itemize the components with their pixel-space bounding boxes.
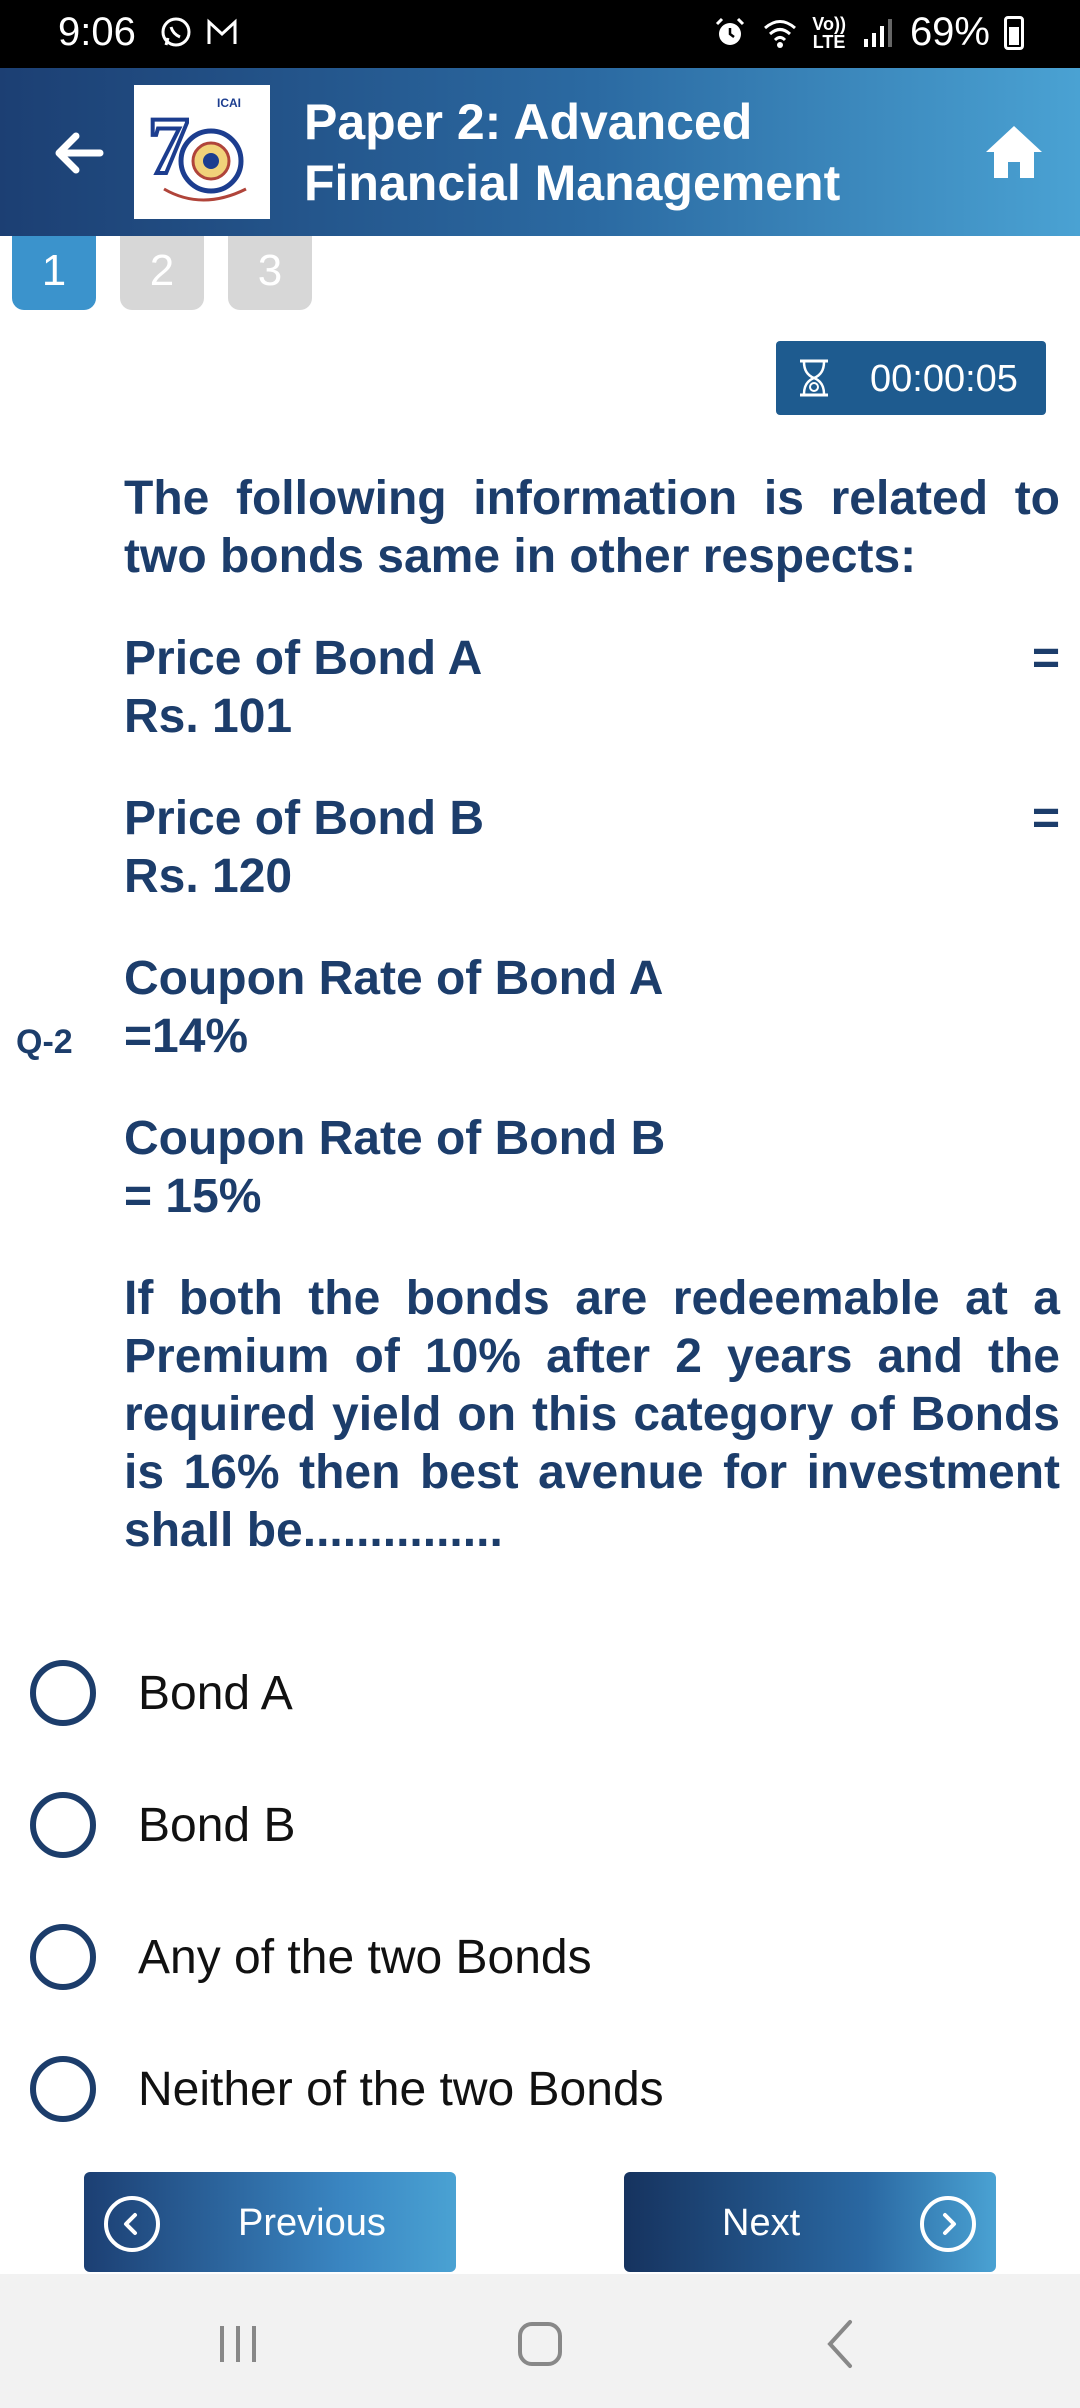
back-nav-icon[interactable] <box>812 2314 872 2374</box>
hourglass-icon <box>794 358 834 398</box>
chevron-left-circle-icon <box>104 2196 160 2252</box>
alarm-icon <box>712 15 748 51</box>
price-bond-a-value: Rs. 101 <box>124 690 293 743</box>
chevron-right-circle-icon <box>920 2196 976 2252</box>
icai-75-logo-icon <box>134 85 270 219</box>
option-bond-a[interactable] <box>30 1648 1030 1738</box>
question-intro: The following information is related to two bonds same in other respects: <box>124 472 1060 583</box>
price-bond-b-label: Price of Bond B <box>124 792 485 845</box>
volte-icon: Vo)) LTE <box>812 13 846 52</box>
price-bond-b-equals: = <box>1031 792 1060 845</box>
price-bond-a-label: Price of Bond A <box>124 632 483 685</box>
status-bar <box>0 0 1080 68</box>
radio-button[interactable] <box>30 1792 96 1858</box>
radio-button[interactable] <box>30 1924 96 1990</box>
price-bond-a <box>124 630 1060 746</box>
coupon-bond-a <box>124 950 1060 1066</box>
status-time: 9:06 <box>58 10 136 54</box>
icai-logo <box>134 85 270 219</box>
status-left-icons <box>158 14 240 50</box>
page-title <box>304 92 944 214</box>
recent-apps-icon[interactable] <box>208 2314 268 2374</box>
status-right-icons <box>712 10 1024 55</box>
question-tab-3[interactable]: 3 <box>228 236 312 310</box>
question-number: Q-2 <box>16 1023 73 1061</box>
whatsapp-icon <box>158 14 194 50</box>
title-line-2: Financial Management <box>304 155 841 211</box>
battery-percent: 69% <box>909 10 990 54</box>
previous-label: Previous <box>238 2202 386 2244</box>
coupon-bond-b <box>124 1110 1060 1226</box>
option-any-of-two[interactable] <box>30 1912 1030 2002</box>
svg-text:7: 7 <box>148 100 189 191</box>
radio-button[interactable] <box>30 2056 96 2122</box>
coupon-bond-a-value: =14% <box>124 1010 249 1063</box>
next-button[interactable] <box>624 2172 996 2272</box>
home-icon[interactable] <box>982 120 1046 184</box>
next-label: Next <box>722 2202 801 2244</box>
coupon-bond-b-value: = 15% <box>124 1170 262 1223</box>
question-text <box>124 470 1060 1604</box>
back-arrow-icon[interactable] <box>44 118 114 188</box>
svg-text:ICAI: ICAI <box>217 96 241 110</box>
title-line-1: Paper 2: Advanced <box>304 94 753 150</box>
home-nav-icon[interactable] <box>510 2314 570 2374</box>
coupon-bond-b-label: Coupon Rate of Bond B <box>124 1112 666 1165</box>
option-neither[interactable] <box>30 2044 1030 2134</box>
signal-icon <box>860 15 896 51</box>
radio-button[interactable] <box>30 1660 96 1726</box>
timer-value: 00:00:05 <box>870 358 1018 400</box>
system-nav-bar <box>0 2274 1080 2408</box>
previous-button[interactable] <box>84 2172 456 2272</box>
option-label: Any of the two Bonds <box>138 1930 592 1984</box>
price-bond-a-equals: = <box>1031 632 1060 685</box>
wifi-icon <box>762 15 798 51</box>
app-header <box>0 68 1080 236</box>
question-tab-2[interactable]: 2 <box>120 236 204 310</box>
question-body: If both the bonds are redeemable at a Premium of 10% after 2 years and the required yield on this category of Bonds is 16% then best avenue for investment shall be............... <box>124 1272 1060 1557</box>
option-label: Bond B <box>138 1798 296 1852</box>
battery-icon <box>1004 16 1024 50</box>
timer <box>776 341 1046 415</box>
price-bond-b-value: Rs. 120 <box>124 850 293 903</box>
option-label: Bond A <box>138 1666 293 1720</box>
price-bond-b <box>124 790 1060 906</box>
gmail-icon <box>204 14 240 50</box>
option-label: Neither of the two Bonds <box>138 2062 664 2116</box>
question-tab-1[interactable]: 1 <box>12 236 96 310</box>
option-bond-b[interactable] <box>30 1780 1030 1870</box>
coupon-bond-a-label: Coupon Rate of Bond A <box>124 952 664 1005</box>
